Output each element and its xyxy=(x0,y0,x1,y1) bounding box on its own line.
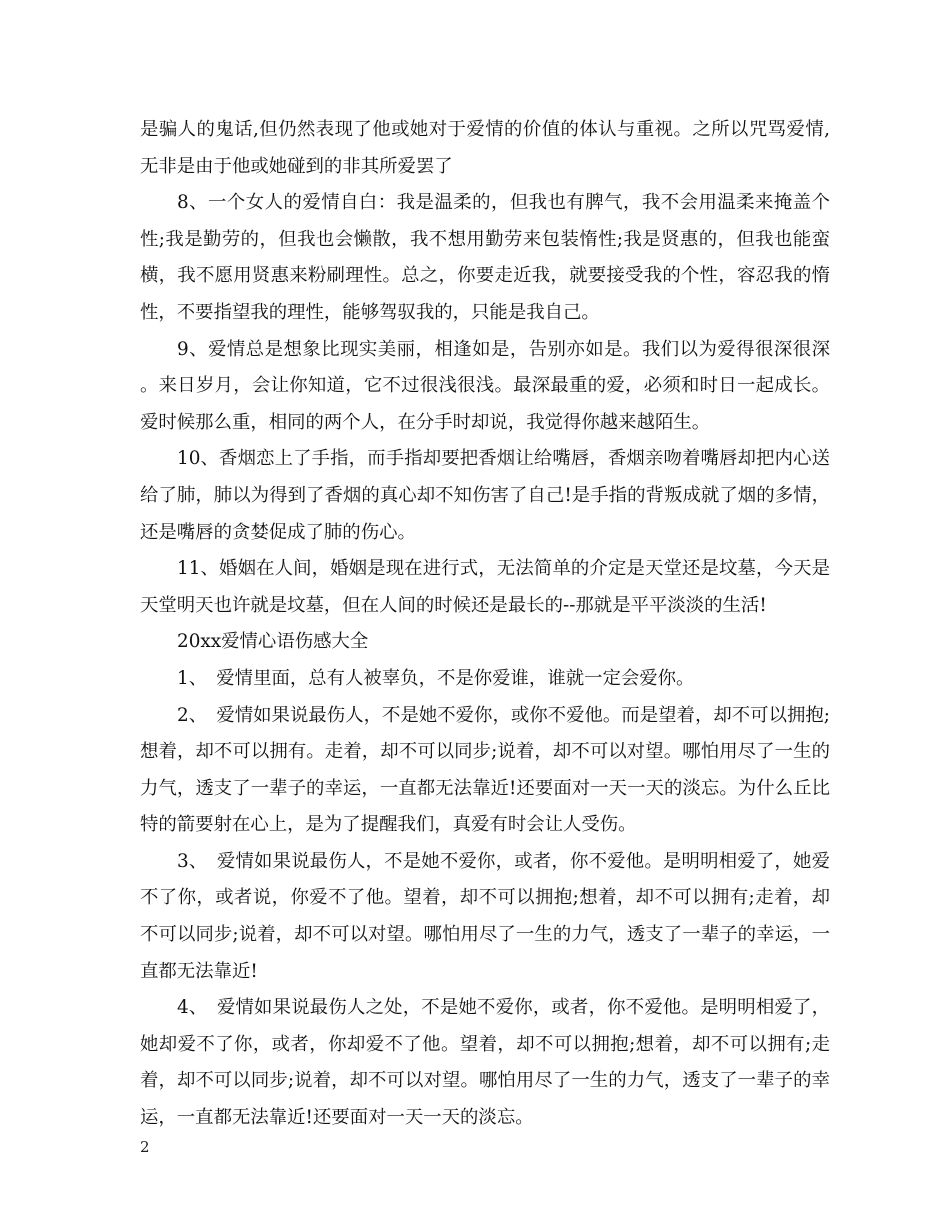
paragraph-item-9: 9、爱情总是想象比现实美丽，相逢如是，告别亦如是。我们以为爱得很深很深。来日岁月，会让你知道，它不过很浅很浅。最深最重的爱，必须和时日一起成长。爱时候那么重，相同的两个人，在分手时却说，我觉得你越来越陌生。 xyxy=(140,338,830,433)
paragraph-list-4: 4、 爱情如果说最伤人之处，不是她不爱你，或者，你不爱他。是明明相爱了，她却爱不了你，或者，你却爱不了他。望着，却不可以拥抱;想着，却不可以拥有;走着，却不可以同步;说着，却不可以对望。哪怕用尽了一生的力气，透支了一辈子的幸运，一直都无法靠近!还要面对一天一天的淡忘。 xyxy=(140,997,830,1129)
paragraph-item-10: 10、香烟恋上了手指，而手指却要把香烟让给嘴唇，香烟亲吻着嘴唇却把内心送给了肺，肺以为得到了香烟的真心却不知伤害了自己!是手指的背叛成就了烟的多情，还是嘴唇的贪婪促成了肺的伤心。 xyxy=(140,448,830,543)
paragraph-list-3: 3、 爱情如果说最伤人，不是她不爱你，或者，你不爱他。是明明相爱了，她爱不了你，或者说，你爱不了他。望着，却不可以拥抱;想着，却不可以拥有;走着，却不可以同步;说着，却不可以对望。哪怕用尽了一生的力气，透支了一辈子的幸运，一直都无法靠近! xyxy=(140,850,830,982)
paragraph-item-8: 8、一个女人的爱情自白：我是温柔的，但我也有脾气，我不会用温柔来掩盖个性;我是勤劳的，但我也会懒散，我不想用勤劳来包装惰性;我是贤惠的，但我也能蛮横，我不愿用贤惠来粉刷理性。总之，你要走近我，就要接受我的个性，容忍我的惰性，不要指望我的理性，能够驾驭我的，只能是我自己。 xyxy=(140,192,830,323)
page-number: 2 xyxy=(140,1138,150,1156)
paragraph-item-11: 11、婚姻在人间，婚姻是现在进行式，无法简单的介定是天堂还是坟墓，今天是天堂明天也许就是坟墓，但在人间的时候还是最长的--那就是平平淡淡的生活! xyxy=(140,558,830,616)
paragraph-continuation: 是骗人的鬼话,但仍然表现了他或她对于爱情的价值的体认与重视。之所以咒骂爱情,无非是由于他或她碰到的非其所爱罢了 xyxy=(140,119,830,177)
paragraph-list-2: 2、 爱情如果说最伤人，不是她不爱你，或你不爱他。而是望着，却不可以拥抱;想着，却不可以拥有。走着，却不可以同步;说着，却不可以对望。哪怕用尽了一生的力气，透支了一辈子的幸运，一直都无法靠近!还要面对一天一天的淡忘。为什么丘比特的箭要射在心上，是为了提醒我们，真爱有时会让人受伤。 xyxy=(140,704,830,836)
document-body xyxy=(140,112,830,1137)
section-heading: 20xx爱情心语伤感大全 xyxy=(177,631,369,653)
paragraph-list-1: 1、 爱情里面，总有人被辜负，不是你爱谁，谁就一定会爱你。 xyxy=(177,667,695,689)
